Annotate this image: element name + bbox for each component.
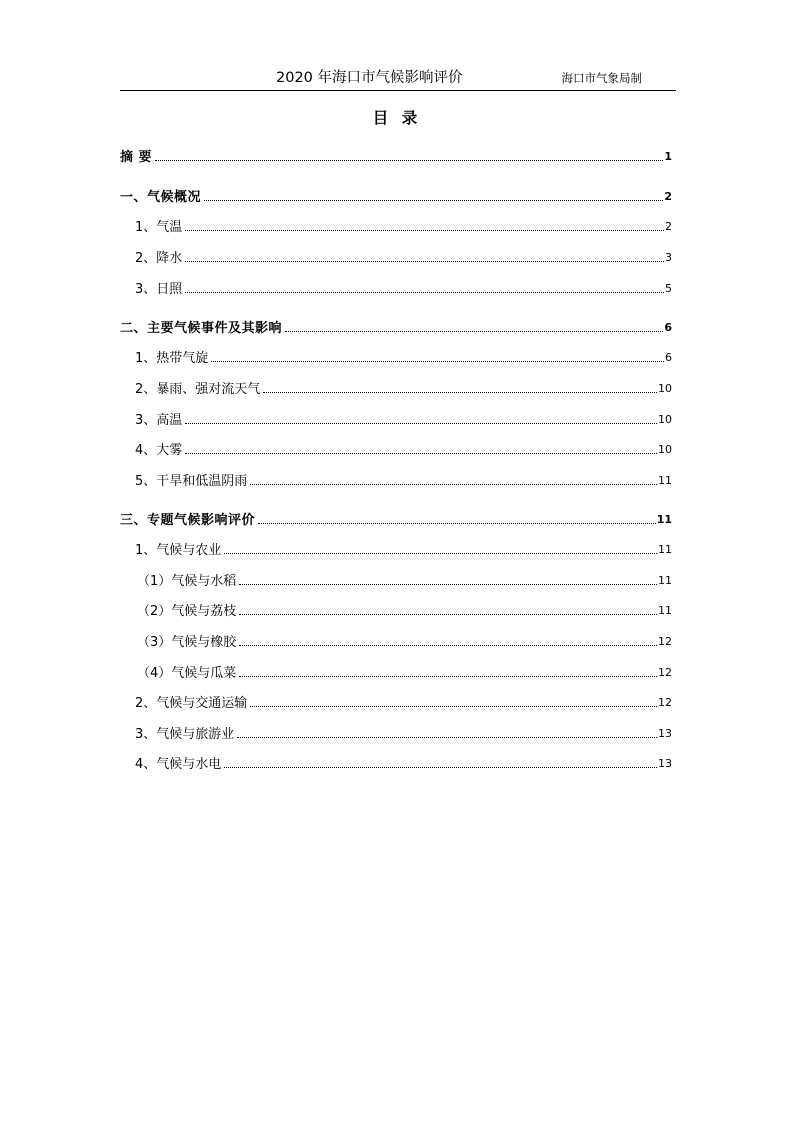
toc-entry[interactable]: [120, 145, 672, 165]
toc-entry[interactable]: [120, 630, 672, 650]
toc-dot-leader: [250, 484, 657, 485]
toc-entry-page: 5: [665, 282, 672, 295]
toc-entry-page: 13: [658, 727, 672, 740]
page-header: [120, 66, 676, 90]
toc-entry[interactable]: [120, 752, 672, 772]
toc-entry-label: （1）气候与水稻: [137, 574, 237, 589]
toc-entry-page: 11: [658, 574, 672, 587]
toc-title: 目 录: [372, 109, 422, 127]
toc-dot-leader: [204, 200, 663, 201]
toc-entry[interactable]: [120, 661, 672, 681]
toc-entry-label: （2）气候与荔枝: [137, 604, 237, 619]
toc-entry-label: 一、气候概况: [120, 190, 202, 205]
toc-entry-page: 11: [656, 513, 672, 526]
toc-entry-label: 3、日照: [135, 282, 183, 297]
toc-entry-label: 3、气候与旅游业: [135, 727, 235, 742]
toc-entry-page: 2: [665, 220, 672, 233]
toc-entry-page: 11: [658, 604, 672, 617]
toc-entry-label: 1、气温: [135, 220, 183, 235]
toc-entry-page: 1: [664, 150, 672, 163]
toc-entry-page: 10: [658, 413, 672, 426]
toc-entry-label: 2、降水: [135, 251, 183, 266]
toc-dot-leader: [263, 392, 657, 393]
toc-dot-leader: [237, 737, 657, 738]
toc-entry[interactable]: [120, 246, 672, 266]
toc-entry[interactable]: [120, 185, 672, 205]
toc-entry-page: 12: [658, 635, 672, 648]
toc-entry[interactable]: [120, 215, 672, 235]
toc-entry-page: 10: [658, 443, 672, 456]
toc-dot-leader: [185, 261, 664, 262]
toc-entry-page: 3: [665, 251, 672, 264]
toc-entry-label: 2、气候与交通运输: [135, 696, 248, 711]
toc-entry[interactable]: [120, 569, 672, 589]
toc-entry-label: 1、气候与农业: [135, 543, 222, 558]
toc-entry[interactable]: [120, 438, 672, 458]
toc-dot-leader: [185, 292, 664, 293]
toc-entry-label: 5、干旱和低温阴雨: [135, 474, 248, 489]
toc-entry-page: 10: [658, 382, 672, 395]
toc-entry-label: 三、专题气候影响评价: [120, 513, 256, 528]
toc-entry-label: 1、热带气旋: [135, 351, 209, 366]
toc-entry[interactable]: [120, 316, 672, 336]
header-title: 2020 年海口市气候影响评价: [276, 70, 463, 86]
toc-dot-leader: [239, 584, 657, 585]
toc-entry-page: 12: [658, 666, 672, 679]
toc-entry-page: 13: [658, 757, 672, 770]
toc-entry[interactable]: [120, 346, 672, 366]
toc-dot-leader: [185, 423, 657, 424]
toc-entry-label: 3、高温: [135, 413, 183, 428]
toc-dot-leader: [185, 230, 664, 231]
toc-entry[interactable]: [120, 691, 672, 711]
toc-entry-label: 4、气候与水电: [135, 757, 222, 772]
toc-dot-leader: [250, 706, 657, 707]
toc-dot-leader: [185, 453, 657, 454]
toc-dot-leader: [155, 160, 663, 161]
toc-entry[interactable]: [120, 377, 672, 397]
toc-entry[interactable]: [120, 408, 672, 428]
toc-entry[interactable]: [120, 599, 672, 619]
toc-entry-label: （3）气候与橡胶: [137, 635, 237, 650]
toc-dot-leader: [258, 523, 656, 524]
toc-entry[interactable]: [120, 722, 672, 742]
toc-dot-leader: [224, 767, 657, 768]
toc-entry-page: 6: [665, 351, 672, 364]
toc-entry-page: 11: [658, 543, 672, 556]
toc-entry[interactable]: [120, 469, 672, 489]
toc-entry-page: 2: [664, 190, 672, 203]
toc-entry[interactable]: [120, 277, 672, 297]
toc-entry[interactable]: [120, 538, 672, 558]
toc-entry-page: 12: [658, 696, 672, 709]
toc-entry-label: 二、主要气候事件及其影响: [120, 321, 283, 336]
toc-entry[interactable]: [120, 508, 672, 528]
header-divider: [120, 90, 676, 91]
toc-dot-leader: [239, 676, 657, 677]
toc-dot-leader: [285, 331, 663, 332]
toc-entry-label: （4）气候与瓜菜: [137, 666, 237, 681]
header-org: 海口市气象局制: [561, 71, 642, 85]
toc-entry-page: 6: [664, 321, 672, 334]
toc-dot-leader: [224, 553, 657, 554]
toc-entry-page: 11: [658, 474, 672, 487]
toc-entry-label: 摘 要: [120, 150, 153, 165]
toc-entry-label: 4、大雾: [135, 443, 183, 458]
toc-dot-leader: [239, 614, 657, 615]
toc-dot-leader: [239, 645, 657, 646]
toc-dot-leader: [211, 361, 664, 362]
toc-entry-label: 2、暴雨、强对流天气: [135, 382, 261, 397]
